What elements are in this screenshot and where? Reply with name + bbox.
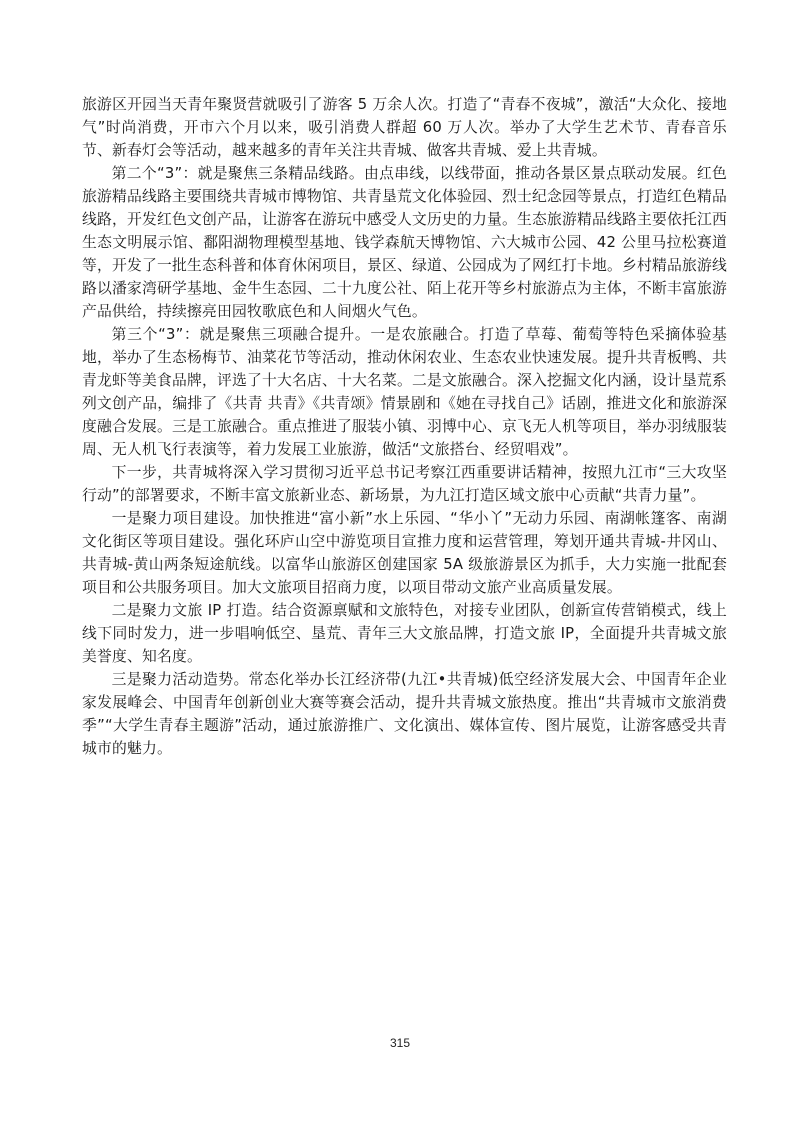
paragraph-continuation: 旅游区开园当天青年聚贤营就吸引了游客 5 万余人次。打造了“青春不夜城”，激活“大众化、接地气”时尚消费，开市六个月以来，吸引消费人群超 60 万人次。举办了大学生艺术节、青春音乐节、新春灯会等活动，越来越多的青年关注共青城、做客共青城、爱上共青城。: [82, 96, 727, 159]
paragraph-next-step: 下一步，共青城将深入学习贯彻习近平总书记考察江西重要讲话精神，按照九江市“三大攻坚行动”的部署要求，不断丰富文旅新业态、新场景，为九江打造区域文旅中心贡献“共青力量”。: [82, 464, 727, 504]
paragraph-activity-promotion: 三是聚力活动造势。常态化举办长江经济带(九江•共青城)低空经济发展大会、中国青年企业家发展峰会、中国青年创新创业大赛等赛会活动，提升共青城文旅热度。推出“共青城市文旅消费季”“大学生青春主题游”活动，通过旅游推广、文化演出、媒体宣传、图片展览，让游客感受共青城市的魅力。: [82, 671, 727, 757]
page-number: 315: [389, 1036, 411, 1050]
document-body: [82, 93, 727, 760]
paragraph-ip-building: 二是聚力文旅 IP 打造。结合资源禀赋和文旅特色，对接专业团队，创新宣传营销模式，线上线下同时发力，进一步唱响低空、垦荒、青年三大文旅品牌，打造文旅 IP，全面提升共青城文旅美誉度、知名度。: [82, 602, 727, 665]
paragraph-second-three: 第二个“3”：就是聚焦三条精品线路。由点串线，以线带面，推动各景区景点联动发展。红色旅游精品线路主要围绕共青城市博物馆、共青垦荒文化体验园、烈士纪念园等景点，打造红色精品线路，开发红色文创产品，让游客在游玩中感受人文历史的力量。生态旅游精品线路主要依托江西生态文明展示馆、鄱阳湖物理模型基地、钱学森航天博物馆、六大城市公园、42 公里马拉松赛道等，开发了一批生态科普和体育休闲项目，景区、绿道、公园成为了网红打卡地。乡村精品旅游线路以潘家湾研学基地、金牛生态园、二十九度公社、陌上花开等乡村旅游点为主体，不断丰富旅游产品供给，持续擦亮田园牧歌底色和人间烟火气色。: [82, 165, 727, 320]
paragraph-third-three: 第三个“3”：就是聚焦三项融合提升。一是农旅融合。打造了草莓、葡萄等特色采摘体验基地，举办了生态杨梅节、油菜花节等活动，推动休闲农业、生态农业快速发展。提升共青板鸭、共青龙虾等美食品牌，评选了十大名店、十大名菜。二是文旅融合。深入挖掘文化内涵，设计垦荒系列文创产品，编排了《共青 共青》《共青颂》情景剧和《她在寻找自己》话剧，推进文化和旅游深度融合发展。三是工旅融合。重点推进了服装小镇、羽博中心、京飞无人机等项目，举办羽绒服装周、无人机飞行表演等，着力发展工业旅游，做活“文旅搭台、经贸唱戏”。: [82, 326, 727, 458]
paragraph-project-construction: 一是聚力项目建设。加快推进“富小新”水上乐园、“华小丫”无动力乐园、南湖帐篷客、南湖文化街区等项目建设。强化环庐山空中游览项目宣推力度和运营管理，筹划开通共青城-井冈山、共青城-黄山两条短途航线。以富华山旅游区创建国家 5A 级旅游景区为抓手，大力实施一批配套项目和公共服务项目。加大文旅项目招商力度，以项目带动文旅产业高质量发展。: [82, 510, 727, 596]
